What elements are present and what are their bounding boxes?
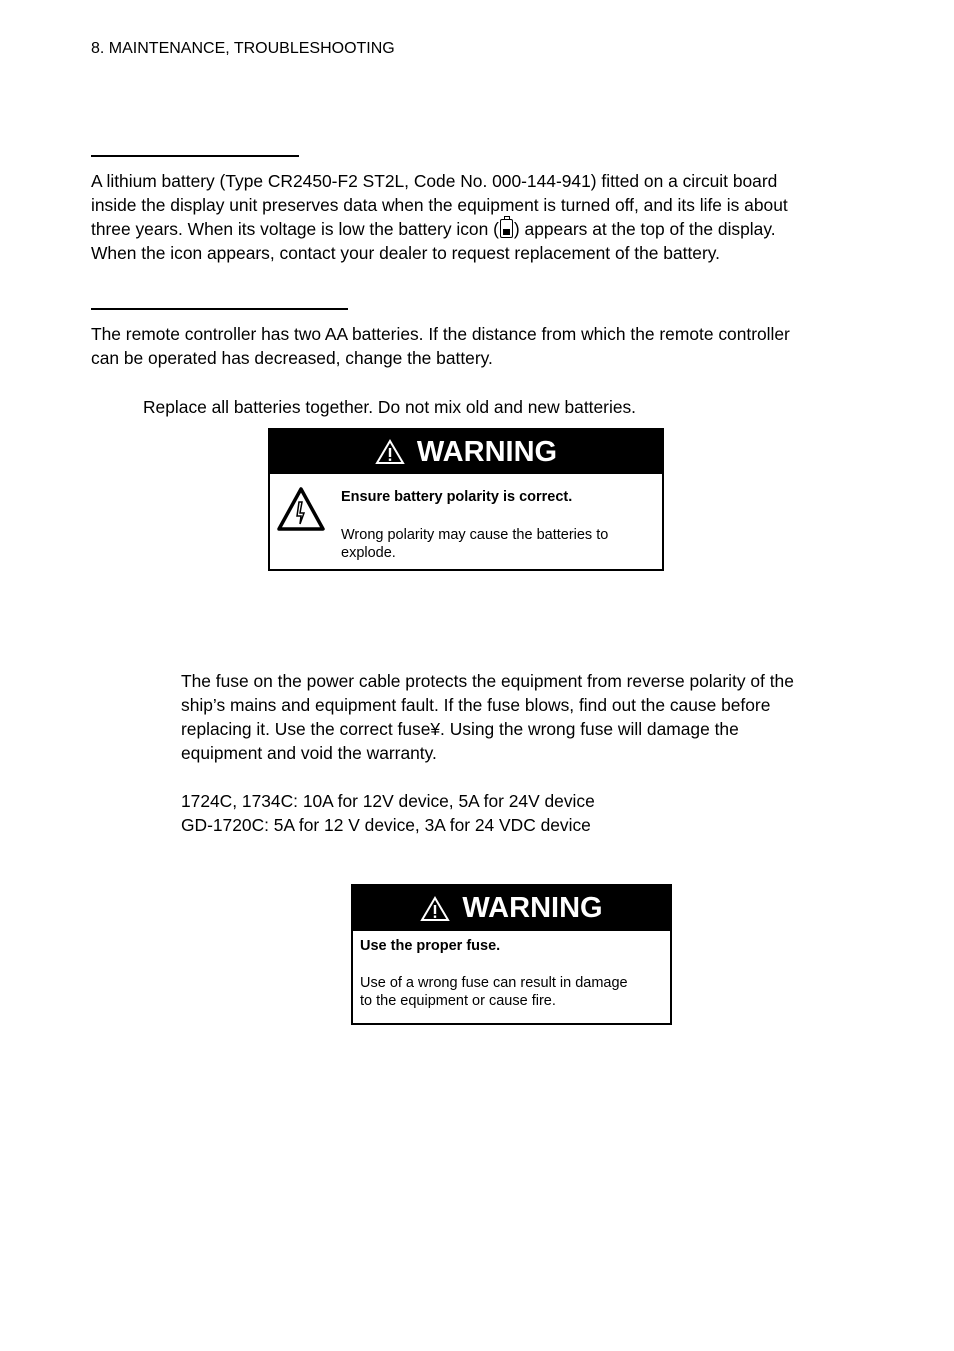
section-heading-rule-lithium: [91, 155, 299, 157]
lithium-line-3a: three years. When its voltage is low the battery icon (: [91, 219, 499, 239]
remote-line-1: The remote controller has two AA batteries. If the distance from which the remote controller: [91, 324, 790, 344]
warning-body: [341, 488, 651, 562]
warning-header: [353, 886, 670, 931]
warning-bold-line: Ensure battery polarity is correct.: [341, 489, 573, 505]
lithium-battery-paragraph: [91, 169, 851, 265]
fuse-line-3: replacing it. Use the correct fuse¥. Using the wrong fuse will damage the: [181, 719, 739, 739]
warning-body-line-2: explode.: [341, 545, 396, 561]
battery-low-icon: [500, 219, 513, 238]
warning-title: WARNING: [416, 435, 558, 468]
warning-body-line-2: to the equipment or cause fire.: [360, 993, 556, 1009]
section-heading-rule-remote: [91, 308, 348, 310]
page-header: 8. MAINTENANCE, TROUBLESHOOTING: [91, 40, 395, 57]
fuse-paragraph: [181, 669, 851, 765]
electric-hazard-icon: [276, 486, 326, 532]
warning-triangle-icon: [420, 896, 450, 922]
warning-bold-line: Use the proper fuse.: [360, 938, 501, 954]
warning-box-fuse: [351, 884, 672, 1025]
remote-line-2: can be operated has decreased, change the battery.: [91, 348, 493, 368]
fuse-spec-2: GD-1720C: 5A for 12 V device, 3A for 24 VDC device: [181, 815, 591, 835]
lithium-line-2: inside the display unit preserves data when the equipment is turned off, and its life is about: [91, 195, 788, 215]
remote-controller-paragraph: [91, 322, 851, 370]
fuse-spec-list: [181, 789, 851, 837]
fuse-line-2: ship’s mains and equipment fault. If the fuse blows, find out the cause before: [181, 695, 771, 715]
fuse-line-1: The fuse on the power cable protects the equipment from reverse polarity of the: [181, 671, 794, 691]
warning-title: WARNING: [462, 892, 603, 924]
warning-body: [360, 937, 665, 1010]
lithium-line-3: [91, 217, 851, 241]
warning-triangle-icon: [375, 439, 405, 465]
fuse-line-4: equipment and void the warranty.: [181, 743, 437, 763]
lithium-line-3b: ) appears at the top of the display.: [513, 219, 776, 239]
warning-body-line-1: Use of a wrong fuse can result in damage: [360, 975, 628, 991]
fuse-spec-1: 1724C, 1734C: 10A for 12V device, 5A for 24V device: [181, 791, 595, 811]
lithium-line-1: A lithium battery (Type CR2450-F2 ST2L, Code No. 000-144-941) fitted on a circuit board: [91, 171, 778, 191]
warning-header: [270, 430, 662, 474]
warning-box-battery: [268, 428, 664, 571]
warning-body-line-1: Wrong polarity may cause the batteries to: [341, 527, 609, 543]
lithium-line-4: When the icon appears, contact your dealer to request replacement of the battery.: [91, 243, 721, 263]
remote-note: Replace all batteries together. Do not mix old and new batteries.: [143, 397, 637, 417]
